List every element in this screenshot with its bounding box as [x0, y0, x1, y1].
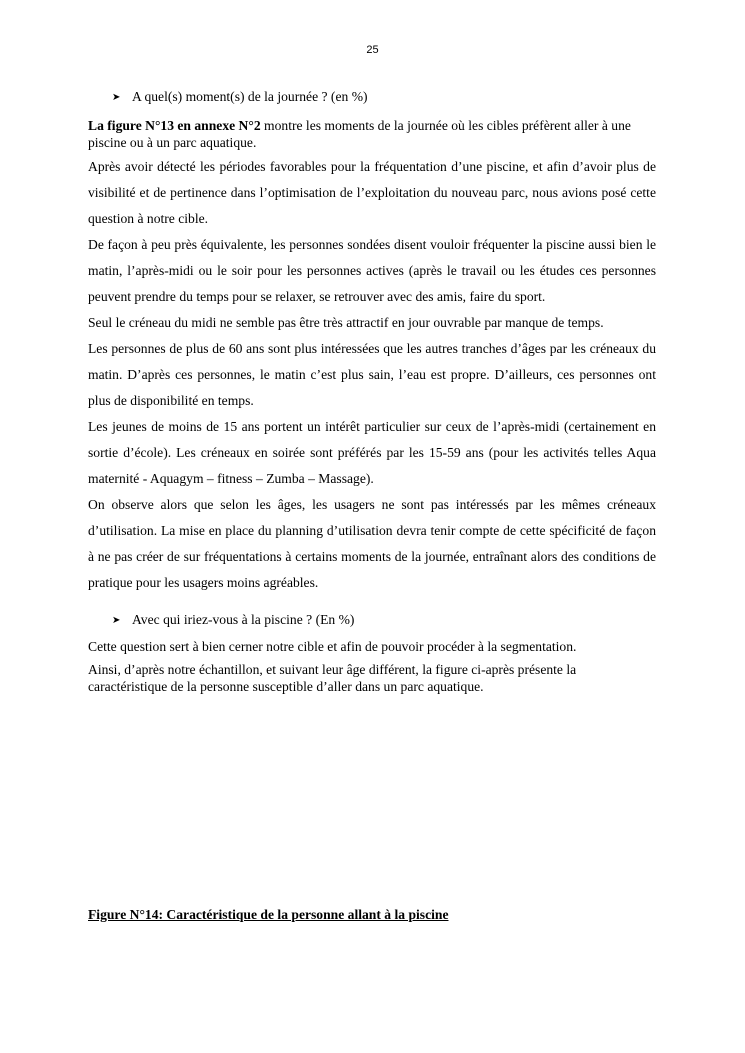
section-heading-moments	[88, 88, 656, 107]
paragraph-sample: Ainsi, d’après notre échantillon, et suivant leur âge différent, la figure ci-après présente la caractéristique de la personne susceptible d’aller dans un parc aquatique.	[88, 662, 577, 694]
figure13-intro-text: montre les moments de la journée où les cibles préfèrent aller à une piscine ou à un parc aquatique.	[88, 118, 631, 150]
paragraph-under-15: Les jeunes de moins de 15 ans portent un intérêt particulier sur ceux de l’après-midi (certainement en sortie d’école). Les créneaux en soirée sont préférés par les 15-59 ans (pour les activités telles Aqua maternité - Aquagym – fitness – Zumba – Massage).	[88, 419, 656, 486]
section-heading-moments-text: A quel(s) moment(s) de la journée ? (en %)	[132, 89, 368, 104]
figure13-reference: La figure N°13 en annexe N°2	[88, 118, 261, 133]
paragraph-purpose: Après avoir détecté les périodes favorables pour la fréquentation d’une piscine, et afin d’avoir plus de visibilité et de pertinence dans l’optimisation de l’exploitation du nouveau parc, nous avions posé cette question à notre cible.	[88, 159, 656, 226]
paragraph-equivalent: De façon à peu près équivalente, les personnes sondées disent vouloir fréquenter la piscine aussi bien le matin, l’après-midi ou le soir pour les personnes actives (après le travail ou les études ces personnes peuvent prendre du temps pour se relaxer, se retrouver avec des amis, faire du sport.	[88, 237, 656, 304]
section-heading-companion	[88, 611, 656, 630]
paragraph-over-60: Les personnes de plus de 60 ans sont plus intéressées que les autres tranches d’âges par les créneaux du matin. D’après ces personnes, le matin c’est plus sain, l’eau est propre. D’ailleurs, ces personnes ont plus de disponibilité en temps.	[88, 341, 656, 408]
section-heading-companion-text: Avec qui iriez-vous à la piscine ? (En %)	[132, 612, 355, 627]
page-body	[88, 88, 656, 695]
paragraph-planning: On observe alors que selon les âges, les usagers ne sont pas intéressés par les mêmes créneaux d’utilisation. La mise en place du planning d’utilisation devra tenir compte de cette spécificité de façon à ne pas créer de sur fréquentations à certains moments de la journée, entraînant alors des conditions de pratique pour les usagers moins agréables.	[88, 497, 656, 590]
paragraph-segmentation: Cette question sert à bien cerner notre cible et afin de pouvoir procéder à la segmentation.	[88, 639, 577, 654]
page-number: 25	[366, 44, 379, 56]
figure13-intro	[88, 117, 656, 151]
paragraph-midday: Seul le créneau du midi ne semble pas être très attractif en jour ouvrable par manque de temps.	[88, 315, 604, 330]
figure14-caption: Figure N°14: Caractéristique de la personne allant à la piscine	[88, 907, 449, 922]
arrowhead-bullet-icon: ➤	[112, 92, 121, 103]
arrowhead-bullet-icon: ➤	[112, 615, 121, 626]
